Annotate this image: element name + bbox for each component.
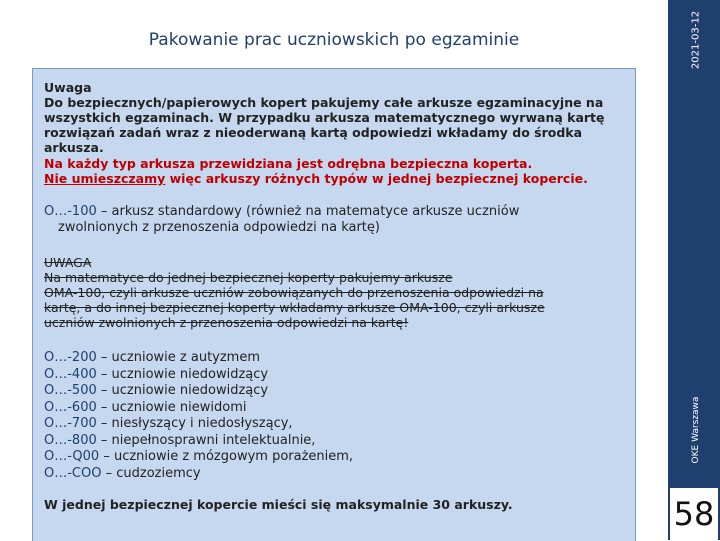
list-item — [44, 466, 634, 483]
rule-line: Na każdy typ arkusza przewidziana jest odrębna bezpieczna koperta. — [44, 156, 533, 171]
struck-line: OMA-100, czyli arkusze uczniów zobowiązanych do przenoszenia odpowiedzi na — [44, 285, 544, 300]
sheet-desc: – arkusz standardowy (również na matematyce arkusze uczniów — [96, 204, 520, 219]
rule-block — [44, 156, 634, 186]
sheet-code: O…-700 — [44, 416, 97, 431]
rule-line — [44, 171, 634, 186]
sheet-desc: – uczniowie niedowidzący — [96, 383, 269, 398]
slide-title: Pakowanie prac uczniowskich po egzaminie — [148, 30, 520, 50]
standard-sheet-item — [44, 204, 634, 236]
list-item — [44, 449, 634, 466]
struck-line: uczniów zwolnionych z przenoszenia odpowiedzi na kartę! — [44, 315, 409, 330]
rule-emphasis: Nie umieszczamy — [44, 171, 166, 186]
note-line: Do bezpiecznych/papierowych kopert pakujemy całe arkusze egzaminacyjne na — [44, 95, 604, 110]
date-text: 2021-03-12 — [690, 10, 702, 70]
rule-rest: więc arkuszy różnych typów w jednej bezpiecznej kopercie. — [165, 171, 588, 186]
sheet-desc: – uczniowie niedowidzący — [96, 366, 269, 382]
sheet-code: O…-500 — [44, 383, 97, 398]
sheet-code: O…-Q00 — [44, 449, 100, 464]
note-line: rozwiązań zadań wraz z nieoderwaną kartą odpowiedzi wkładamy do środka arkusza. — [44, 125, 583, 155]
list-item — [44, 383, 634, 400]
sheet-desc: – niepełnosprawni intelektualnie, — [96, 432, 316, 448]
note-heading: Uwaga — [44, 80, 92, 95]
sheet-code: O…-800 — [44, 432, 97, 448]
note-line: wszystkich egzaminach. W przypadku arkusza matematycznego wyrwaną kartę — [44, 110, 605, 125]
list-item — [44, 433, 634, 450]
capacity-note: W jednej bezpiecznej kopercie mieści się maksymalnie 30 arkuszy. — [44, 497, 513, 512]
sheet-code: O…-400 — [44, 366, 97, 382]
sheet-types-list — [44, 350, 634, 482]
organization-text: OKE Warszawa — [691, 396, 701, 464]
sheet-desc: – uczniowie z mózgowym porażeniem, — [99, 449, 354, 464]
struck-line: UWAGA — [44, 255, 92, 270]
date-label — [676, 0, 716, 80]
struck-line: Na matematyce do jednej bezpiecznej koperty pakujemy arkusze — [44, 270, 453, 285]
sheet-code: O…-600 — [44, 399, 97, 415]
page-number: 58 — [670, 488, 718, 540]
sheet-desc-cont: zwolnionych z przenoszenia odpowiedzi na kartę) — [58, 220, 380, 235]
list-item — [44, 416, 634, 433]
struck-notice — [44, 255, 630, 330]
list-item — [44, 400, 634, 417]
sheet-code: O…-200 — [44, 350, 97, 365]
sheet-desc: – uczniowie niewidomi — [96, 399, 247, 415]
sheet-desc: – uczniowie z autyzmem — [96, 350, 261, 365]
sheet-code: O…-COO — [44, 465, 102, 481]
organization-label — [676, 380, 716, 480]
struck-line: kartę, a do innej bezpiecznej koperty wkładamy arkusze OMA-100, czyli arkusze — [44, 300, 545, 315]
list-item — [44, 367, 634, 384]
sheet-desc: – cudzoziemcy — [101, 465, 201, 481]
list-item — [44, 350, 634, 367]
sheet-code: O…-100 — [44, 204, 97, 219]
sheet-desc: – niesłyszący i niedosłyszący, — [96, 416, 293, 431]
note-block — [44, 80, 634, 155]
